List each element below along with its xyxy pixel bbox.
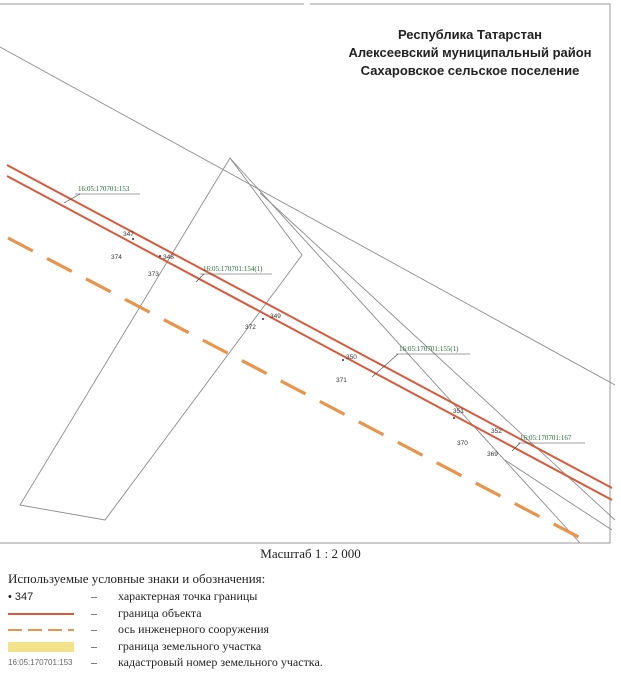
- point-371: 371: [336, 377, 347, 384]
- point-373: 373: [148, 271, 159, 278]
- cadastral-callout-167: [512, 443, 585, 451]
- cadastral-number-155: 16:05:170701:155(1): [399, 345, 459, 353]
- legend-dash: –: [91, 589, 97, 603]
- point-349-marker: [262, 318, 264, 320]
- point-369: 369: [487, 451, 498, 458]
- settlement-title: Сахаровское сельское поселение: [360, 63, 580, 78]
- legend-title: Используемые условные знаки и обозначения:: [8, 571, 266, 586]
- point-372: 372: [245, 324, 256, 331]
- parcel-boundary-diagonal-2: [260, 193, 615, 520]
- parcel-boundary-central: [20, 158, 302, 520]
- legend-dash: –: [91, 638, 97, 653]
- legend-item-parcel-boundary: [8, 639, 608, 656]
- legend-item-cadastral-number: [8, 655, 608, 672]
- legend-item-object-boundary: [8, 606, 608, 623]
- cadastral-number-154: 16:05:170701:154(1): [203, 265, 263, 273]
- point-374: 374: [111, 254, 122, 261]
- point-347: 347: [123, 231, 134, 238]
- point-350-marker: [342, 359, 344, 361]
- cadastral-callout-155: [372, 354, 470, 377]
- cadastral-number-153: 16:05:170701:153: [78, 185, 130, 193]
- legend-symbol-parcel-fill: [8, 641, 78, 653]
- point-348: 348: [163, 254, 174, 261]
- legend-text-cadastral-number: кадастровый номер земельного участка.: [118, 655, 323, 669]
- point-370: 370: [457, 440, 468, 447]
- point-352: 352: [491, 428, 502, 435]
- legend-item-engineering-axis: [8, 622, 608, 639]
- cadastral-callout-154: [196, 274, 272, 282]
- map-frame: [0, 4, 610, 543]
- district-title: Алексеевский муниципальный район: [348, 45, 592, 60]
- object-boundary-lower: [7, 176, 612, 500]
- legend-symbol-dashed-line: [8, 624, 78, 636]
- legend-text-point: характерная точка границы: [118, 589, 258, 603]
- legend-symbol-point: • 347: [8, 591, 34, 603]
- point-349: 349: [270, 313, 281, 320]
- legend-dash: –: [91, 622, 97, 636]
- point-351: 351: [453, 408, 464, 415]
- region-title: Республика Татарстан: [397, 27, 543, 42]
- legend-symbol-red-line: [8, 608, 78, 620]
- legend-text-parcel-boundary: граница земельного участка: [118, 638, 262, 653]
- legend-text-engineering-axis: ось инженерного сооружения: [118, 622, 270, 636]
- point-351-marker: [453, 417, 455, 419]
- point-347-marker: [132, 238, 134, 240]
- scale-label: Масштаб 1 : 2 000: [260, 546, 361, 561]
- map-header: [330, 26, 610, 80]
- legend-item-point: [8, 589, 608, 606]
- cadastral-number-167: 16:05:170701:167: [520, 434, 572, 442]
- legend-dash: –: [91, 605, 97, 620]
- legend-text-object-boundary: граница объекта: [118, 605, 202, 620]
- legend-symbol-cadastral: 16:05:170701:153: [8, 658, 73, 667]
- point-350: 350: [346, 354, 357, 361]
- point-348-marker: [159, 255, 161, 257]
- legend-dash: –: [91, 655, 97, 669]
- legend: [8, 571, 608, 672]
- engineering-axis: [8, 238, 590, 543]
- parcel-boundary-top: [0, 47, 615, 385]
